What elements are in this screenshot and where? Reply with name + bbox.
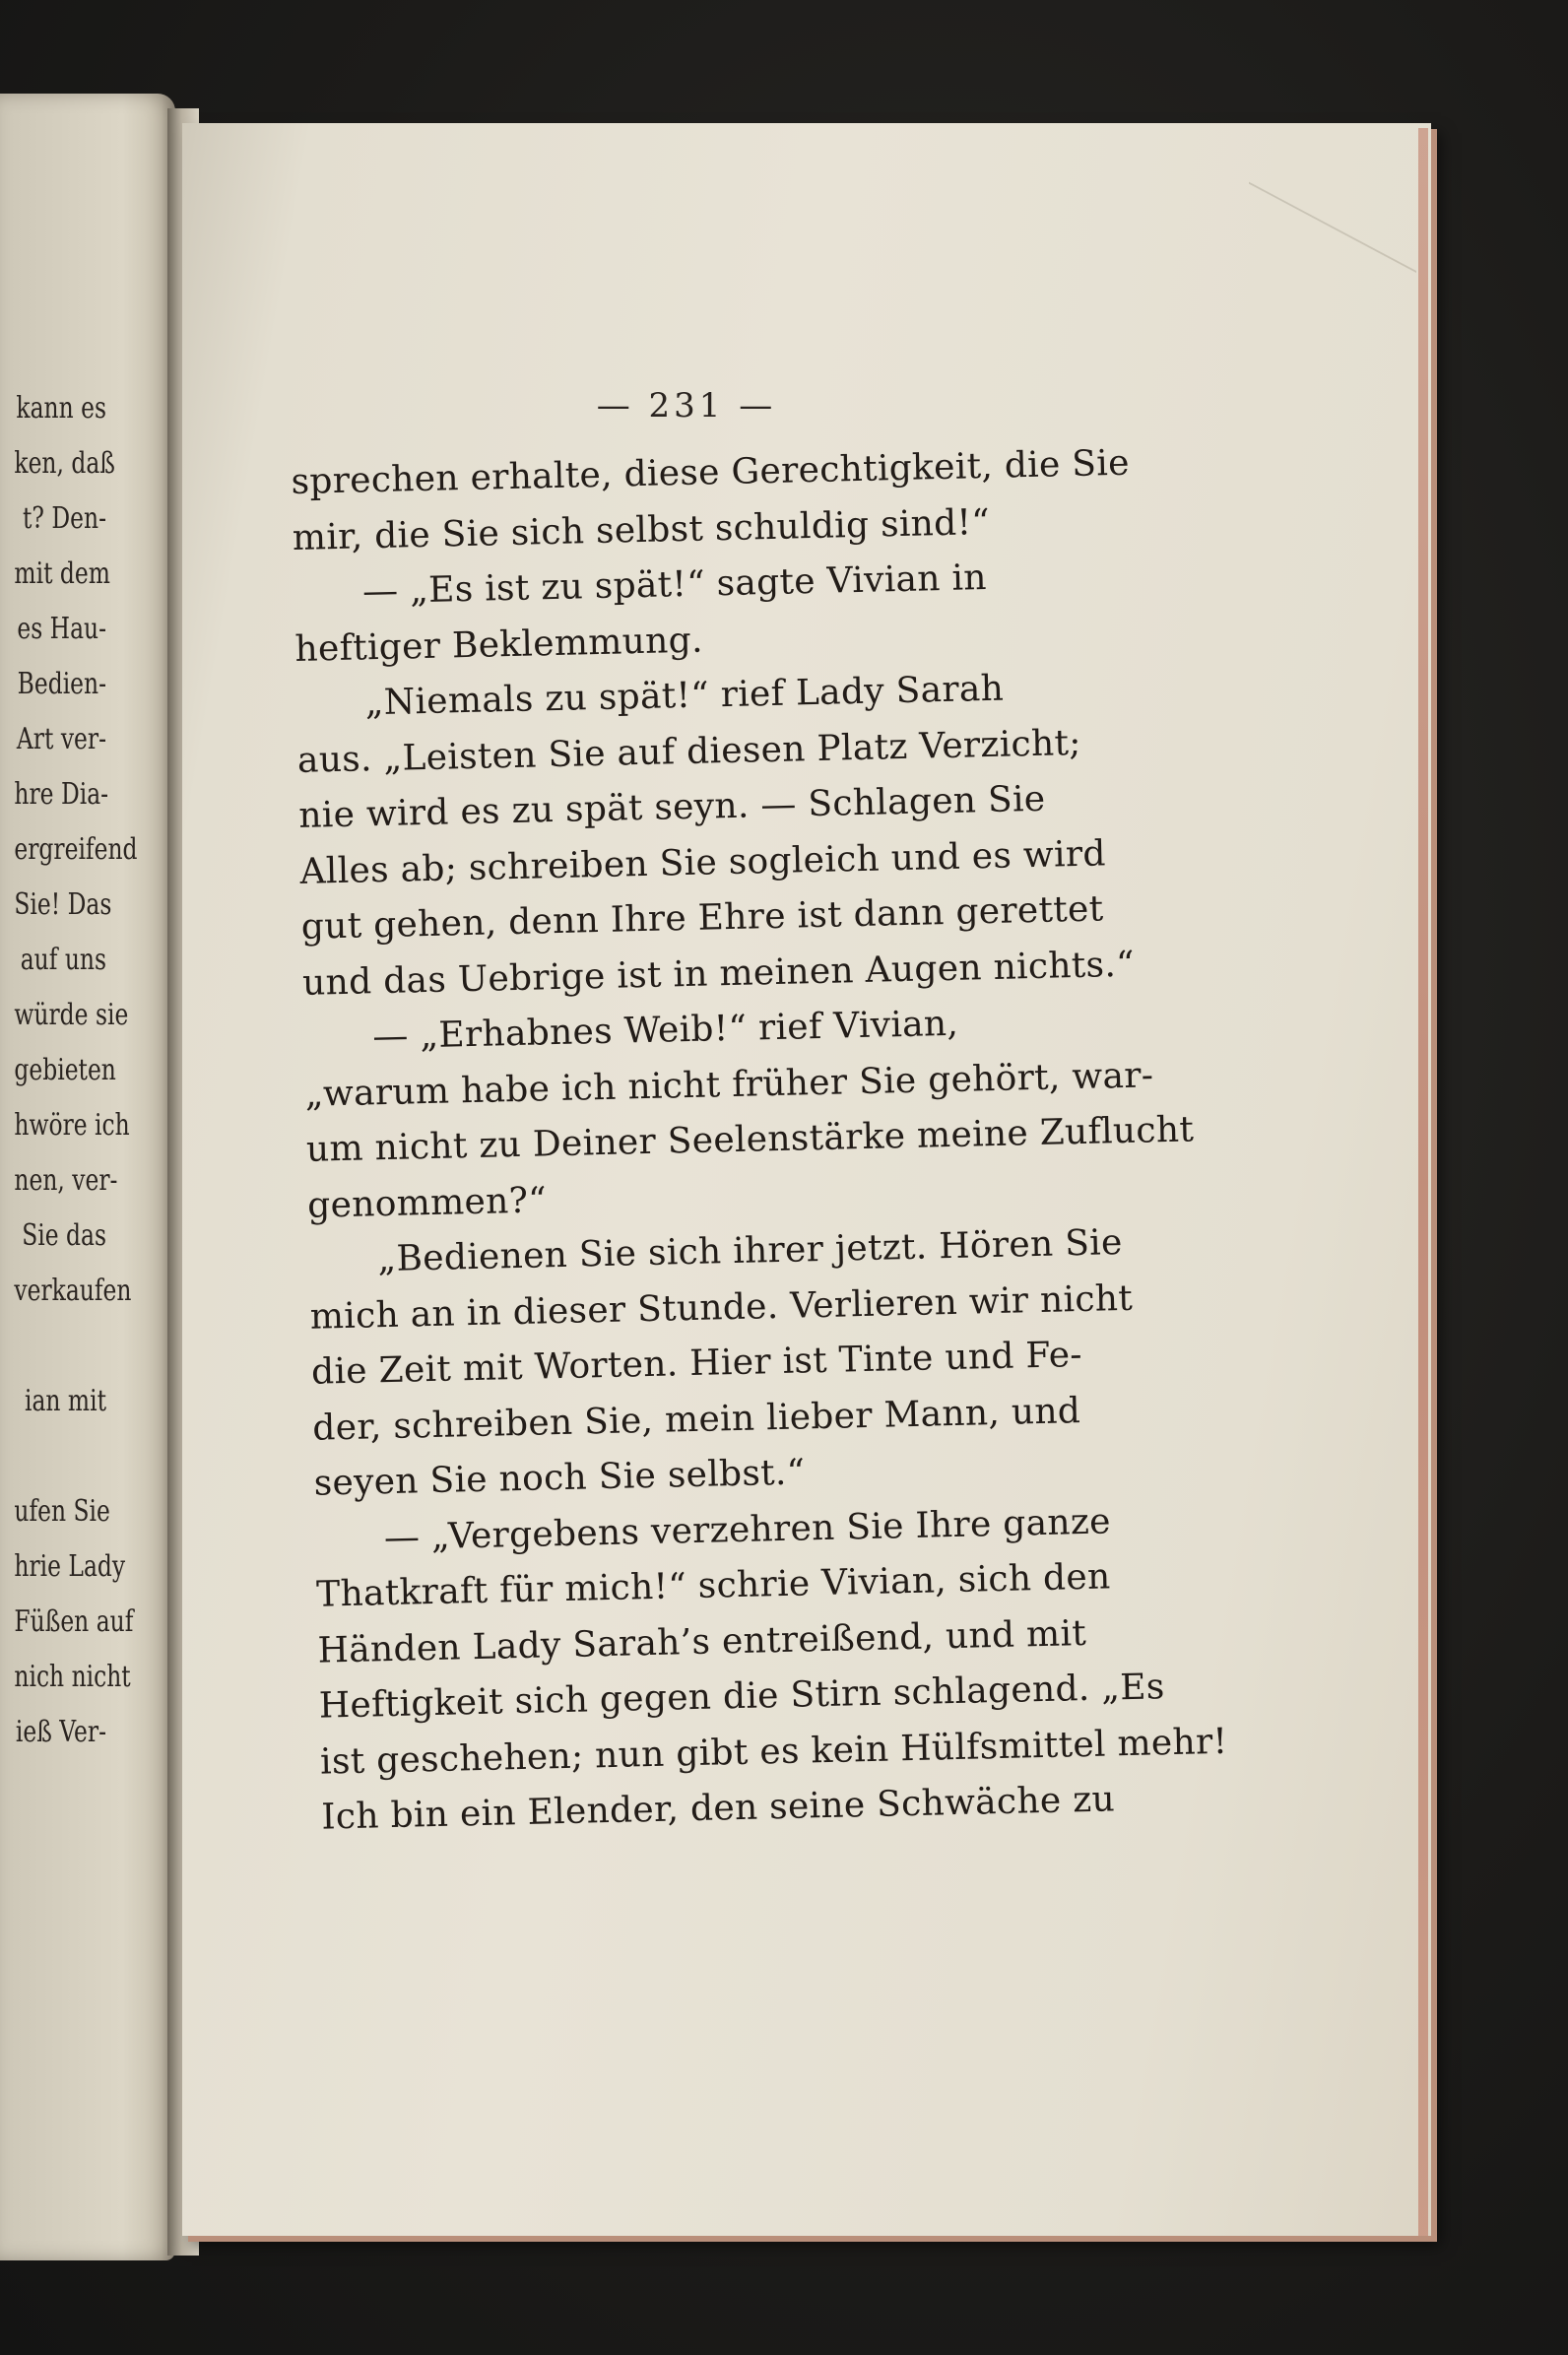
text-line: Händen Lady Sarah’s entreißend, und mit [317, 1612, 1087, 1671]
text-line: Ich bin ein Elender, den seine Schwäche zu [320, 1779, 1116, 1838]
page-number: — 231 — [596, 386, 777, 425]
left-page-line-fragment: kann es [16, 391, 106, 425]
text-line: „warum habe ich nicht früher Sie gehört, war- [304, 1054, 1154, 1115]
left-page [0, 94, 175, 2260]
text-line: sprechen erhalte, diese Gerechtigkeit, die Sie [291, 442, 1131, 502]
red-page-edge [1418, 128, 1428, 2236]
text-line: — „Erhabnes Weib!“ rief Vivian, [371, 1003, 959, 1058]
text-line: genommen?“ [306, 1179, 548, 1226]
left-page-line-fragment: ken, daß [14, 446, 115, 481]
text-line: — „Es ist zu spät!“ sagte Vivian in [361, 557, 988, 613]
left-page-line-fragment: Art ver- [16, 722, 106, 756]
text-line: um nicht zu Deiner Seelenstärke meine Zuflucht [305, 1109, 1195, 1170]
text-line: seyen Sie noch Sie selbst.“ [313, 1452, 806, 1504]
left-page-text [0, 94, 138, 2260]
text-line: ist geschehen; nun gibt es kein Hülfsmittel mehr! [319, 1721, 1228, 1783]
text-line: nie wird es zu spät seyn. — Schlagen Sie [297, 778, 1046, 836]
left-page-line-fragment: würde sie [14, 998, 129, 1032]
page-body-text [291, 436, 1228, 1846]
text-line: heftiger Beklemmung. [294, 620, 704, 670]
left-page-line-fragment: nen, ver- [14, 1163, 118, 1198]
left-page-line-fragment: t? Den- [23, 501, 106, 536]
text-line: — „Vergebens verzehren Sie Ihre ganze [383, 1500, 1112, 1558]
left-page-line-fragment: verkaufen [14, 1274, 132, 1308]
text-line: Heftigkeit sich gegen die Stirn schlagend. „Es [318, 1667, 1166, 1727]
text-line: mich an in dieser Stunde. Verlieren wir nicht [309, 1277, 1134, 1338]
text-line: Thatkraft für mich!“ schrie Vivian, sich den [315, 1556, 1111, 1615]
text-line: die Zeit mit Worten. Hier ist Tinte und Fe- [310, 1335, 1083, 1393]
text-line: aus. „Leisten Sie auf diesen Platz Verzicht; [296, 722, 1082, 781]
left-page-line-fragment: gebieten [14, 1053, 116, 1087]
left-page-line-fragment: hrie Lady [14, 1549, 126, 1584]
text-line: „Niemals zu spät!“ rief Lady Sarah [364, 668, 1005, 724]
left-page-line-fragment: nich nicht [14, 1660, 131, 1694]
left-page-line-fragment: auf uns [20, 943, 107, 977]
text-line: „Bedienen Sie sich ihrer jetzt. Hören Sie [377, 1222, 1124, 1280]
left-page-line-fragment: hwöre ich [14, 1108, 130, 1143]
text-line: gut gehen, denn Ihre Ehre ist dann gerettet [300, 888, 1104, 948]
left-page-line-fragment: es Hau- [17, 612, 106, 646]
text-line: mir, die Sie sich selbst schuldig sind!“ [292, 501, 991, 558]
left-page-line-fragment: ian mit [24, 1384, 106, 1418]
left-page-line-fragment: ergreifend [14, 832, 138, 867]
text-line: Alles ab; schreiben Sie sogleich und es wird [299, 832, 1107, 892]
left-page-line-fragment: Sie! Das [14, 887, 112, 922]
text-line: und das Uebrige ist in meinen Augen nichts.“ [301, 944, 1136, 1004]
left-page-line-fragment: ufen Sie [14, 1494, 110, 1529]
left-page-line-fragment: Bedien- [17, 667, 106, 701]
text-line: der, schreiben Sie, mein lieber Mann, und [311, 1390, 1081, 1449]
left-page-line-fragment: Sie das [22, 1218, 106, 1253]
left-page-line-fragment: Füßen auf [14, 1604, 134, 1639]
left-page-line-fragment: ieß Ver- [15, 1715, 107, 1749]
left-page-line-fragment: mit dem [14, 556, 110, 591]
left-page-line-fragment: hre Dia- [14, 777, 109, 812]
